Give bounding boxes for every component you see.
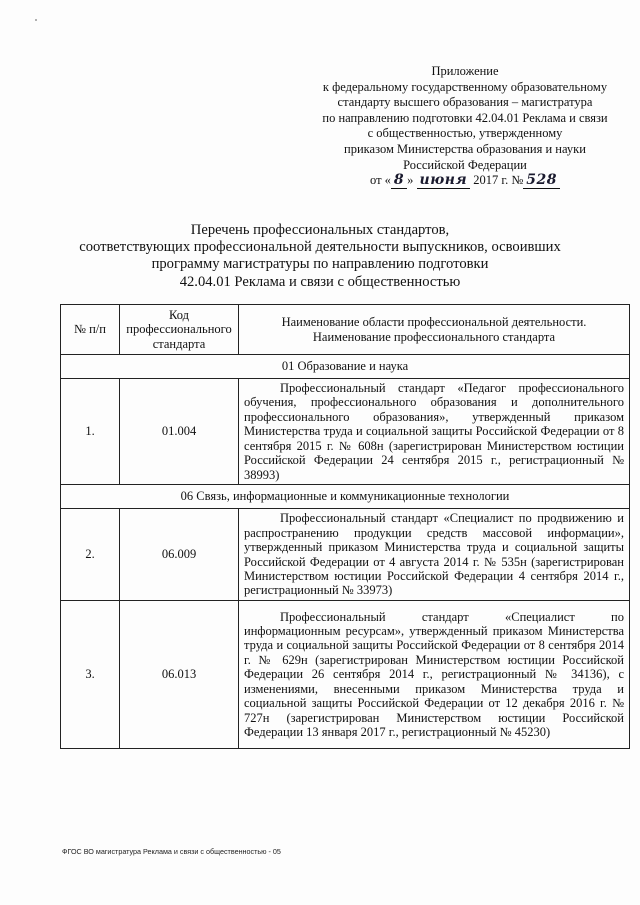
appendix-line: по направлению подготовки 42.04.01 Реклама и связи (322, 110, 608, 125)
page-footer: ФГОС ВО магистратура Реклама и связи с общественностью - 05 (62, 847, 281, 856)
row-num: 2. (61, 509, 120, 601)
date-prefix: от « (369, 173, 391, 188)
section-title: 01 Образование и наука (61, 355, 630, 379)
table-header-row (61, 305, 630, 355)
section-row (61, 485, 630, 509)
date-day-handwritten: 8 (391, 172, 407, 189)
header-name-line: Наименование области профессиональной деятельности. (281, 315, 587, 330)
section-row (61, 355, 630, 379)
row-num: 1. (61, 379, 120, 485)
header-name (239, 305, 630, 355)
section-title: 06 Связь, информационные и коммуникационные технологии (61, 485, 630, 509)
header-code: Код профессионального стандарта (120, 305, 239, 355)
row-name-text: Профессиональный стандарт «Специалист по продвижению и распространению продукции средств массовой информации», утвержденный приказом Министерства труда и социальной защиты Российской Федерации от 4 августа 2014 г. № 535н (зарегистрирован Министерством юстиции Российской Федерации 4 сентября 2014 г., регистрационный № 33973) (244, 511, 624, 598)
appendix-line: Российской Федерации (403, 157, 527, 172)
row-code: 01.004 (120, 379, 239, 485)
table-row (61, 379, 630, 485)
row-name-text: Профессиональный стандарт «Специалист по информационным ресурсам», утвержденный приказом Министерства труда и социальной защиты Российской Федерации от 8 сентября 2014 г. № 629н (зарегистрирован Министерством юстиции Российской Федерации 26 сентября 2014 г., регистрационный № 34136), с изменениями, внесенными приказом Министерства труда и социальной защиты Российской Федерации от 12 декабря 2016 г. № 727н (зарегистрирован Министерством юстиции Российской Федерации 13 января 2017 г., регистрационный № 45230) (244, 609, 624, 739)
title-line: соответствующих профессиональной деятельности выпускников, освоивших (79, 239, 561, 256)
table-row (61, 601, 630, 749)
row-name-text: Профессиональный стандарт «Педагог профессионального обучения, профессионального образования и дополнительного профессионального образования», утвержденный приказом Министерства труда и социальной защиты Российской Федерации от 8 сентября 2015 г. № 608н (зарегистрирован Министерством юстиции Российской Федерации 24 сентября 2015 г., регистрационный № 38993) (244, 381, 624, 482)
row-code: 06.013 (120, 601, 239, 749)
date-year: 2017 г. № (473, 173, 524, 188)
appendix-line: стандарту высшего образования – магистратура (337, 95, 593, 110)
appendix-line: приказом Министерства образования и науки (344, 141, 586, 156)
title-line: 42.04.01 Реклама и связи с общественностью (179, 273, 461, 290)
title-line: программу магистратуры по направлению подготовки (151, 256, 489, 273)
document-title (70, 222, 570, 291)
row-name (239, 509, 630, 601)
order-date-line (300, 173, 630, 189)
row-num: 3. (61, 601, 120, 749)
title-line: Перечень профессиональных стандартов, (190, 222, 450, 238)
row-name (239, 601, 630, 749)
date-month-handwritten: июня (417, 172, 471, 189)
table-row (61, 509, 630, 601)
appendix-line: с общественностью, утвержденному (367, 126, 563, 141)
order-number-handwritten: 528 (523, 172, 560, 189)
scan-speck (35, 19, 37, 21)
appendix-line: к федеральному государственному образовательному (322, 79, 608, 94)
row-name (239, 379, 630, 485)
appendix-block (300, 64, 630, 189)
row-code: 06.009 (120, 509, 239, 601)
appendix-line: Приложение (431, 64, 499, 78)
header-num: № п/п (61, 305, 120, 355)
standards-table (60, 304, 630, 749)
date-separator: » (407, 173, 414, 188)
header-name-line: Наименование профессионального стандарта (312, 329, 556, 344)
